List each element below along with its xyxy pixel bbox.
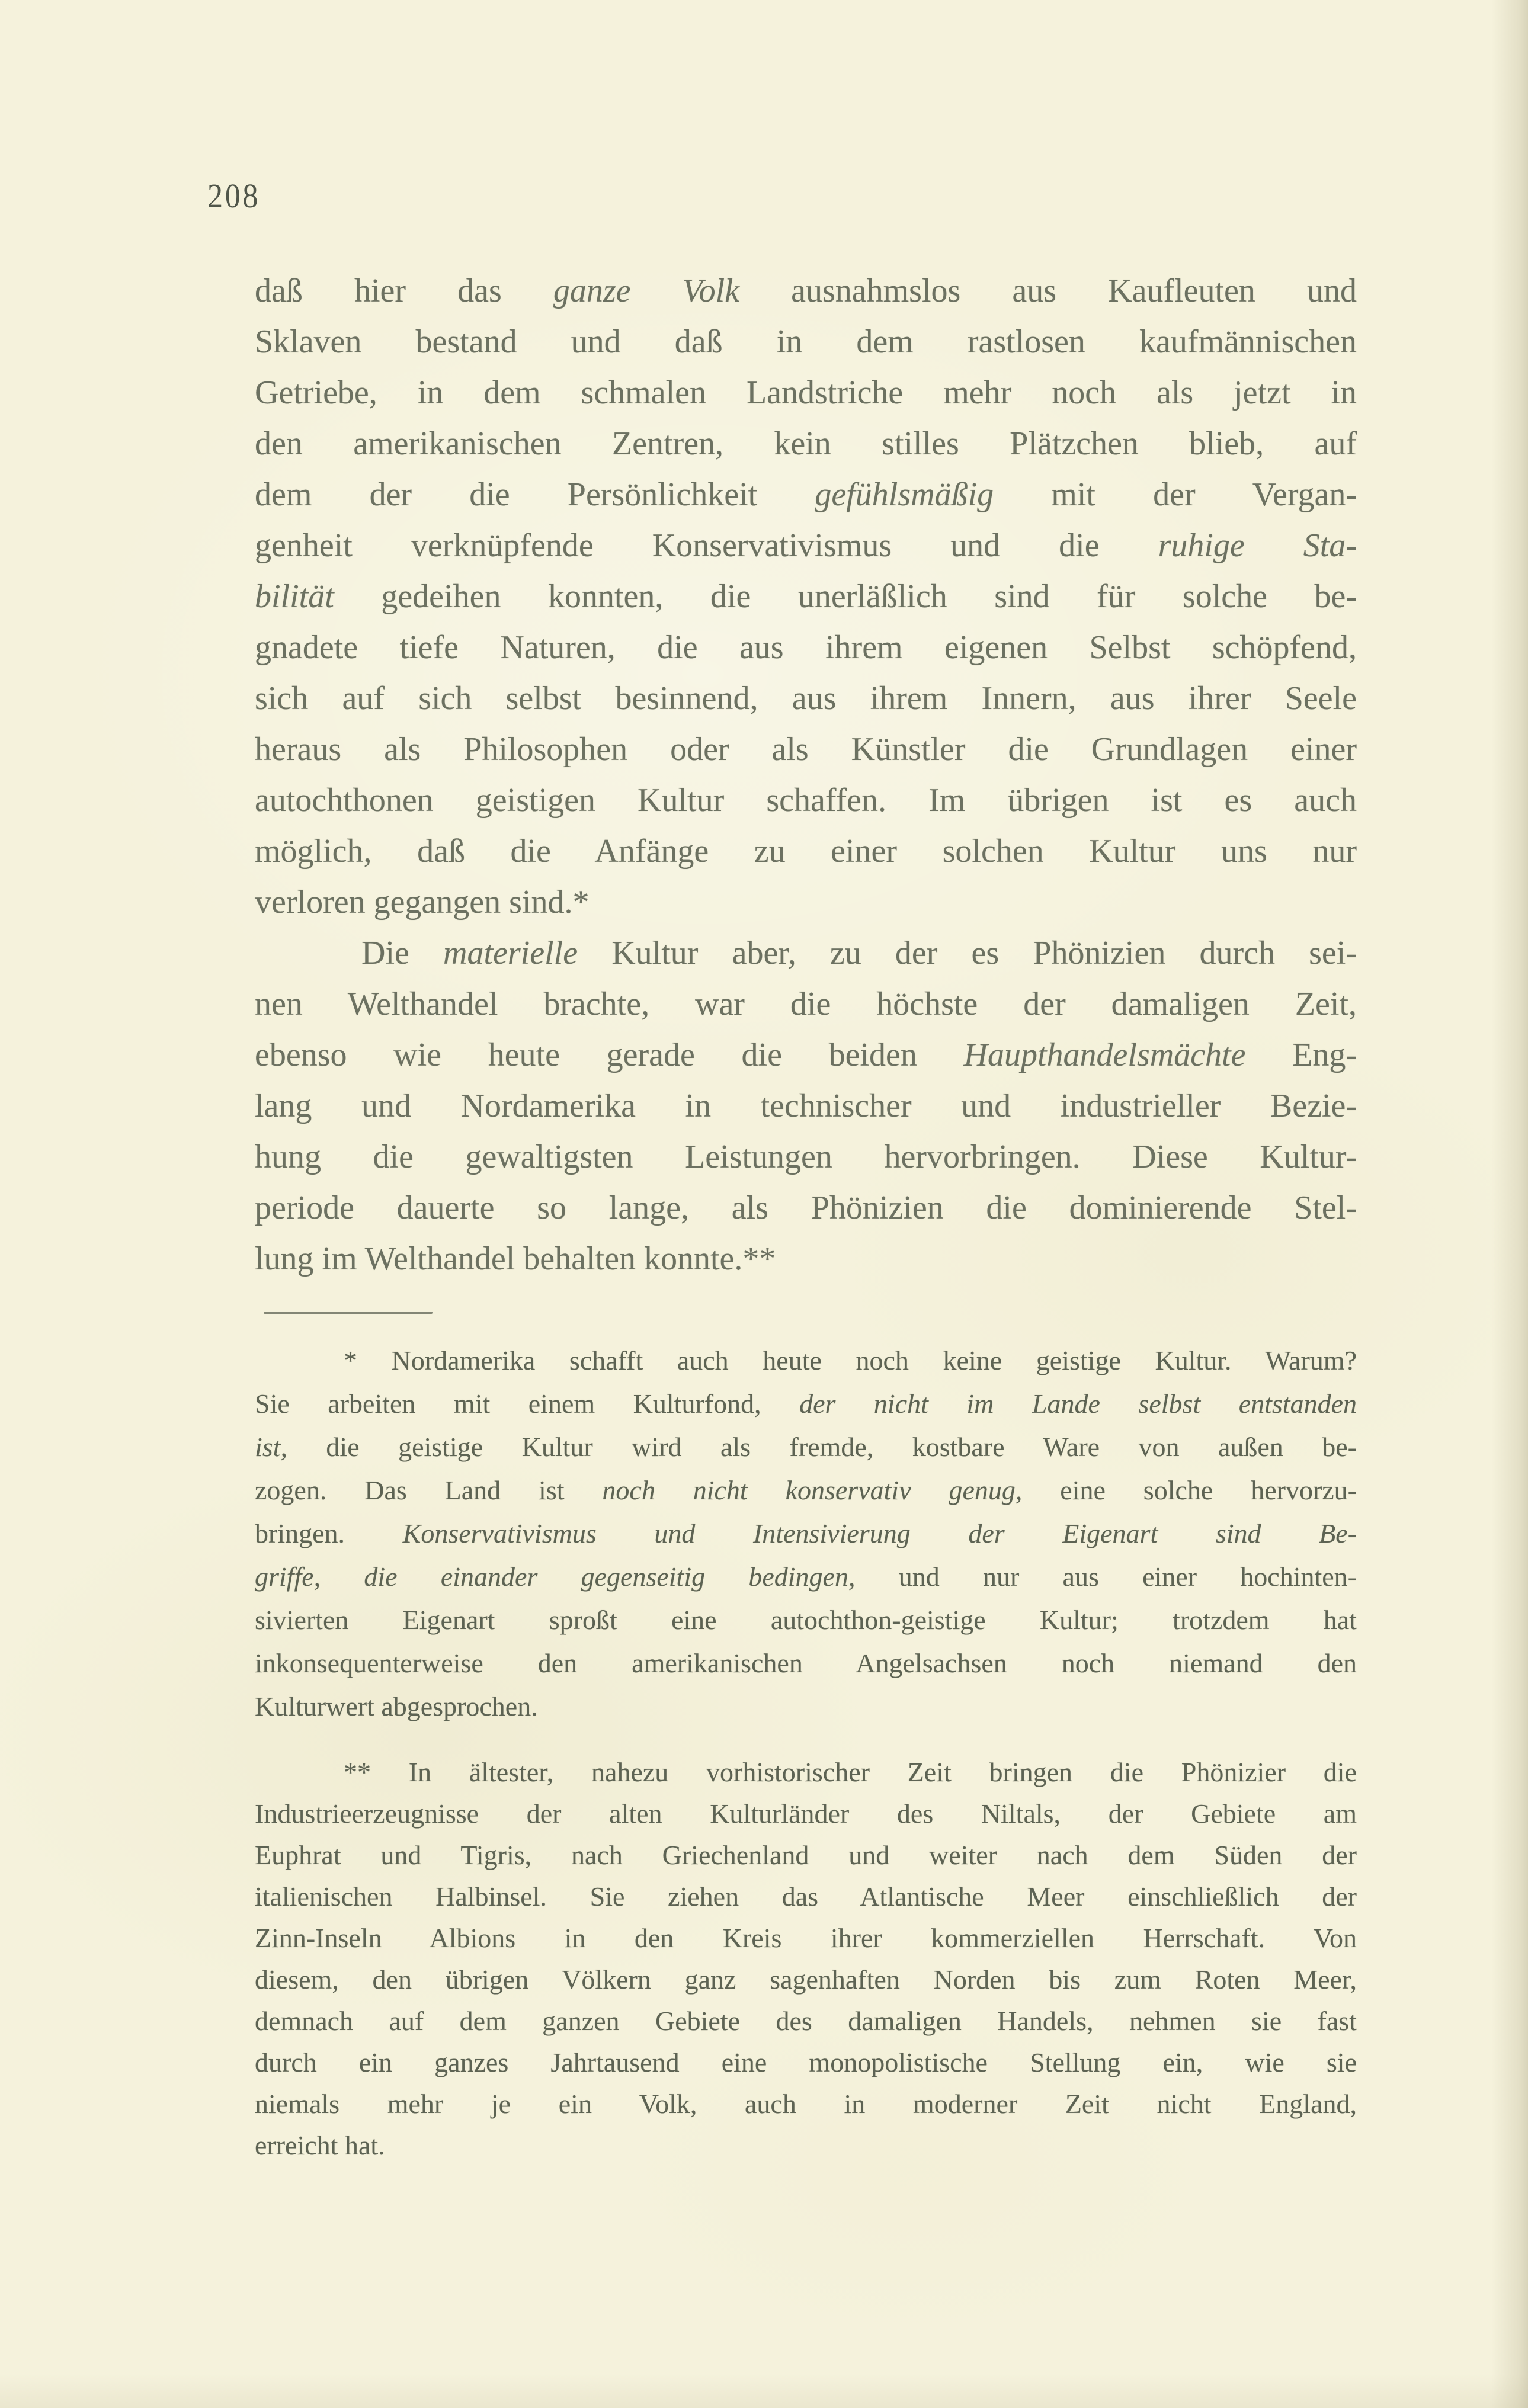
body-line <box>255 265 1357 316</box>
text-run: zogen. Das Land ist <box>255 1475 603 1505</box>
italic-text-run: bilität <box>255 578 334 615</box>
body-line <box>255 979 1357 1030</box>
text-run: genheit verknüpfende Konservativismus und die <box>255 527 1158 564</box>
footnote-line <box>255 1793 1357 1835</box>
footnote-line <box>255 1876 1357 1918</box>
text-run: die geistige Kultur wird als fremde, kostbare Ware von außen be- <box>287 1432 1357 1462</box>
footnote-line <box>255 2083 1357 2125</box>
footnote <box>255 1752 1357 2166</box>
text-run: lung im Welthandel behalten konnte.** <box>255 1240 776 1277</box>
paragraph <box>255 265 1357 928</box>
body-line <box>255 1030 1357 1080</box>
paragraph <box>255 928 1357 1284</box>
italic-text-run: ruhige Sta- <box>1158 527 1357 564</box>
italic-text-run: noch nicht konservativ genug, <box>602 1475 1023 1505</box>
body-line <box>255 1182 1357 1233</box>
text-run: * Nordamerika schafft auch heute noch keine geistige Kultur. Warum? <box>344 1345 1357 1375</box>
text-run: durch ein ganzes Jahrtausend eine monopolistische Stellung ein, wie sie <box>255 2047 1357 2077</box>
text-run: erreicht hat. <box>255 2130 385 2160</box>
text-run: italienischen Halbinsel. Sie ziehen das Atlantische Meer einschließlich der <box>255 1881 1357 1912</box>
italic-text-run: Haupthandelsmächte <box>963 1037 1246 1073</box>
footnote-line <box>255 1512 1357 1555</box>
text-run: mit der Vergan- <box>994 476 1357 513</box>
footnote-line <box>255 1598 1357 1641</box>
body-line <box>255 877 1357 928</box>
text-run: sivierten Eigenart sproßt eine autochthon-geistige Kultur; trotzdem hat <box>255 1605 1357 1635</box>
footnote-line <box>255 1468 1357 1512</box>
text-run: möglich, daß die Anfänge zu einer solchen Kultur uns nur <box>255 833 1357 870</box>
text-run: demnach auf dem ganzen Gebiete des damaligen Handels, nehmen sie fast <box>255 2006 1357 2036</box>
body-line <box>255 469 1357 520</box>
text-run: niemals mehr je ein Volk, auch in moderner Zeit nicht England, <box>255 2089 1357 2119</box>
text-run: und nur aus einer hochinten- <box>855 1561 1357 1592</box>
text-run: Kulturwert abgesprochen. <box>255 1691 538 1721</box>
text-run: ebenso wie heute gerade die beiden <box>255 1037 964 1073</box>
italic-text-run: gefühlsmäßig <box>815 476 994 513</box>
body-line <box>255 775 1357 826</box>
footnote-line <box>255 1752 1357 1793</box>
text-run: verloren gegangen sind.* <box>255 884 590 921</box>
footnote-line <box>255 1685 1357 1728</box>
body-text-block <box>255 265 1357 1284</box>
text-run: lang und Nordamerika in technischer und industrieller Bezie- <box>255 1088 1357 1124</box>
footnote-line <box>255 1382 1357 1425</box>
body-line <box>255 622 1357 673</box>
text-run: eine solche hervorzu- <box>1022 1475 1357 1505</box>
text-run: periode dauerte so lange, als Phönizien die dominierende Stel- <box>255 1189 1357 1226</box>
text-run: dem der die Persönlichkeit <box>255 476 815 513</box>
body-line <box>255 571 1357 622</box>
footnote-line <box>255 1959 1357 2000</box>
italic-text-run: Konservativismus und Intensivierung der Eigenart sind Be- <box>402 1518 1357 1548</box>
body-line <box>255 1233 1357 1284</box>
body-line <box>255 1131 1357 1182</box>
text-run: heraus als Philosophen oder als Künstler die Grundlagen einer <box>255 731 1357 768</box>
text-run: Sklaven bestand und daß in dem rastlosen kaufmännischen <box>255 323 1357 360</box>
body-line <box>255 1080 1357 1131</box>
text-run: bringen. <box>255 1518 403 1548</box>
text-run: daß hier das <box>255 272 553 309</box>
footnote-line <box>255 1835 1357 1876</box>
text-run: gnadete tiefe Naturen, die aus ihrem eigenen Selbst schöpfend, <box>255 629 1357 666</box>
italic-text-run: ganze Volk <box>553 272 739 309</box>
footnote-separator <box>264 1312 433 1314</box>
text-run: Industrieerzeugnisse der alten Kulturländer des Niltals, der Gebiete am <box>255 1798 1357 1829</box>
footnote <box>255 1339 1357 1728</box>
text-run: Die <box>361 935 444 971</box>
text-run: Getriebe, in dem schmalen Landstriche mehr noch als jetzt in <box>255 374 1357 411</box>
body-line <box>255 724 1357 775</box>
text-run: nen Welthandel brachte, war die höchste der damaligen Zeit, <box>255 986 1357 1022</box>
text-run: autochthonen geistigen Kultur schaffen. Im übrigen ist es auch <box>255 782 1357 819</box>
italic-text-run: ist, <box>255 1432 287 1462</box>
italic-text-run: griffe, die einander gegenseitig bedingen, <box>255 1561 856 1592</box>
footnote-line <box>255 2000 1357 2042</box>
text-run: sich auf sich selbst besinnend, aus ihrem Innern, aus ihrer Seele <box>255 680 1357 717</box>
text-run: hung die gewaltigsten Leistungen hervorbringen. Diese Kultur- <box>255 1139 1357 1175</box>
page-number: 208 <box>207 177 261 215</box>
text-run: ** In ältester, nahezu vorhistorischer Zeit bringen die Phönizier die <box>344 1757 1357 1787</box>
body-line <box>255 418 1357 469</box>
body-line <box>255 673 1357 724</box>
footnote-line <box>255 1641 1357 1685</box>
text-run: diesem, den übrigen Völkern ganz sagenhaften Norden bis zum Roten Meer, <box>255 1964 1357 1995</box>
italic-text-run: materielle <box>443 935 578 971</box>
text-run: den amerikanischen Zentren, kein stilles Plätzchen blieb, auf <box>255 425 1357 462</box>
text-run: Kultur aber, zu der es Phönizien durch sei- <box>578 935 1357 971</box>
body-line <box>255 928 1357 979</box>
body-line <box>255 316 1357 367</box>
body-line <box>255 520 1357 571</box>
footnote-line <box>255 2125 1357 2166</box>
text-run: Eng- <box>1245 1037 1357 1073</box>
footnote-line <box>255 1425 1357 1468</box>
italic-text-run: der nicht im Lande selbst entstanden <box>799 1389 1357 1419</box>
body-line <box>255 367 1357 418</box>
text-run: inkonsequenterweise den amerikanischen Angelsachsen noch niemand den <box>255 1648 1357 1678</box>
text-run: Sie arbeiten mit einem Kulturfond, <box>255 1389 800 1419</box>
footnote-line <box>255 1555 1357 1598</box>
footnote-line <box>255 2042 1357 2083</box>
footnote-line <box>255 1918 1357 1959</box>
text-run: Zinn-Inseln Albions in den Kreis ihrer kommerziellen Herrschaft. Von <box>255 1923 1357 1953</box>
text-run: gedeihen konnten, die unerläßlich sind für solche be- <box>334 578 1357 615</box>
footnote-line <box>255 1339 1357 1382</box>
text-run: Euphrat und Tigris, nach Griechenland und weiter nach dem Süden der <box>255 1840 1357 1870</box>
body-line <box>255 826 1357 877</box>
footnotes-block <box>255 1339 1357 2166</box>
text-run: ausnahmslos aus Kaufleuten und <box>739 272 1357 309</box>
